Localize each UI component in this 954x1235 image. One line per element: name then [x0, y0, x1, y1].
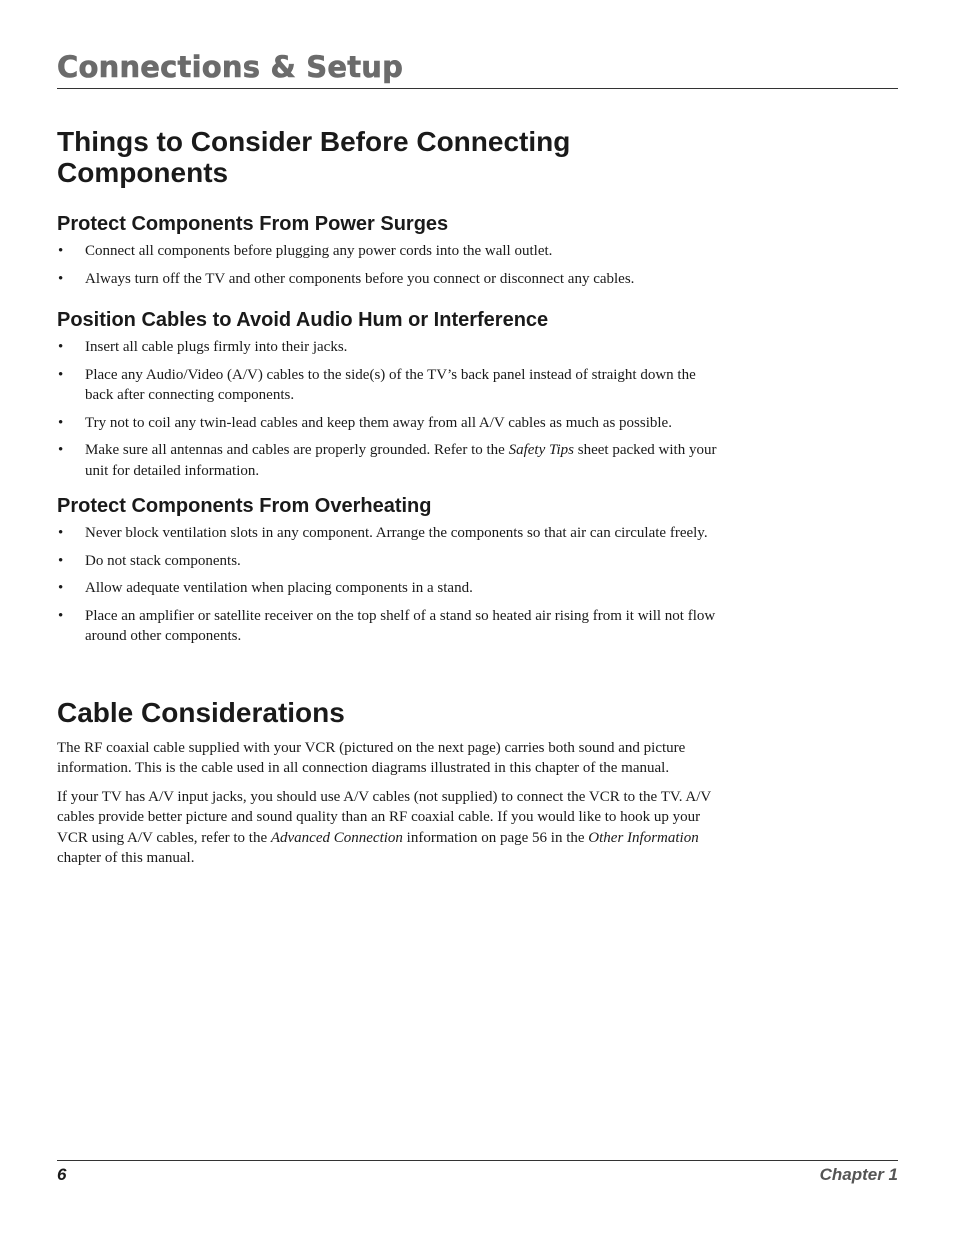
page-header-title: Connections & Setup [57, 50, 404, 84]
chapter-label: Chapter 1 [819, 1165, 898, 1184]
header-divider [57, 88, 898, 89]
overheating-list [57, 523, 717, 647]
paragraph-text: If your TV has A/V input jacks, you should use A/V cables (not supplied) to connect the VCR to the TV. A/V cables provide better picture and sound quality than an RF coaxial cable. If you would like to hook up your VCR using A/V cables, refer to the [57, 788, 711, 846]
item-text: Make sure all antennas and cables are properly grounded. Refer to the [85, 442, 509, 458]
paragraph-text: information on page 56 in the [402, 829, 589, 846]
list-item [57, 440, 717, 481]
cable-paragraph-2 [57, 787, 717, 869]
cable-position-list [57, 337, 717, 481]
page-number: 6 [57, 1165, 67, 1184]
subsection-title-cable-position: Position Cables to Avoid Audio Hum or Interference [57, 309, 549, 331]
list-item: • Insert all cable plugs firmly into their jacks. [57, 337, 717, 358]
item-text: sheet packed with your unit for detailed information. [85, 442, 717, 479]
footer-divider [57, 1160, 898, 1161]
list-item: • Try not to coil any twin-lead cables and keep them away from all A/V cables as much as possible. [57, 413, 717, 434]
other-information-reference: Other Information [588, 829, 699, 846]
subsection-title-overheating: Protect Components From Overheating [57, 495, 432, 517]
list-item: • Do not stack components. [57, 551, 717, 572]
list-item: • Allow adequate ventilation when placing components in a stand. [57, 578, 717, 599]
list-item: • Never block ventilation slots in any component. Arrange the components so that air can circulate freely. [57, 523, 717, 544]
section-title-cable-considerations: Cable Considerations [57, 696, 345, 728]
safety-tips-reference: Safety Tips [508, 442, 575, 458]
advanced-connection-reference: Advanced Connection [270, 829, 403, 846]
list-item: • Place any Audio/Video (A/V) cables to the side(s) of the TV’s back panel instead of straight down the back after connecting components. [57, 365, 717, 406]
paragraph-text: chapter of this manual. [57, 850, 195, 866]
power-surges-list [57, 241, 717, 289]
main-content [57, 126, 717, 877]
cable-paragraph-1: The RF coaxial cable supplied with your VCR (pictured on the next page) carries both sound and picture information. This is the cable used in all connection diagrams illustrated in this chapter of the manual. [57, 739, 686, 776]
list-item: • Always turn off the TV and other components before you connect or disconnect any cables. [57, 269, 717, 290]
section-title-things-to-consider: Things to Consider Before Connecting Components [57, 126, 571, 188]
subsection-title-power-surges: Protect Components From Power Surges [57, 213, 449, 235]
list-item: • Place an amplifier or satellite receiver on the top shelf of a stand so heated air rising from it will not flow around other components. [57, 606, 717, 647]
list-item: • Connect all components before plugging any power cords into the wall outlet. [57, 241, 717, 262]
